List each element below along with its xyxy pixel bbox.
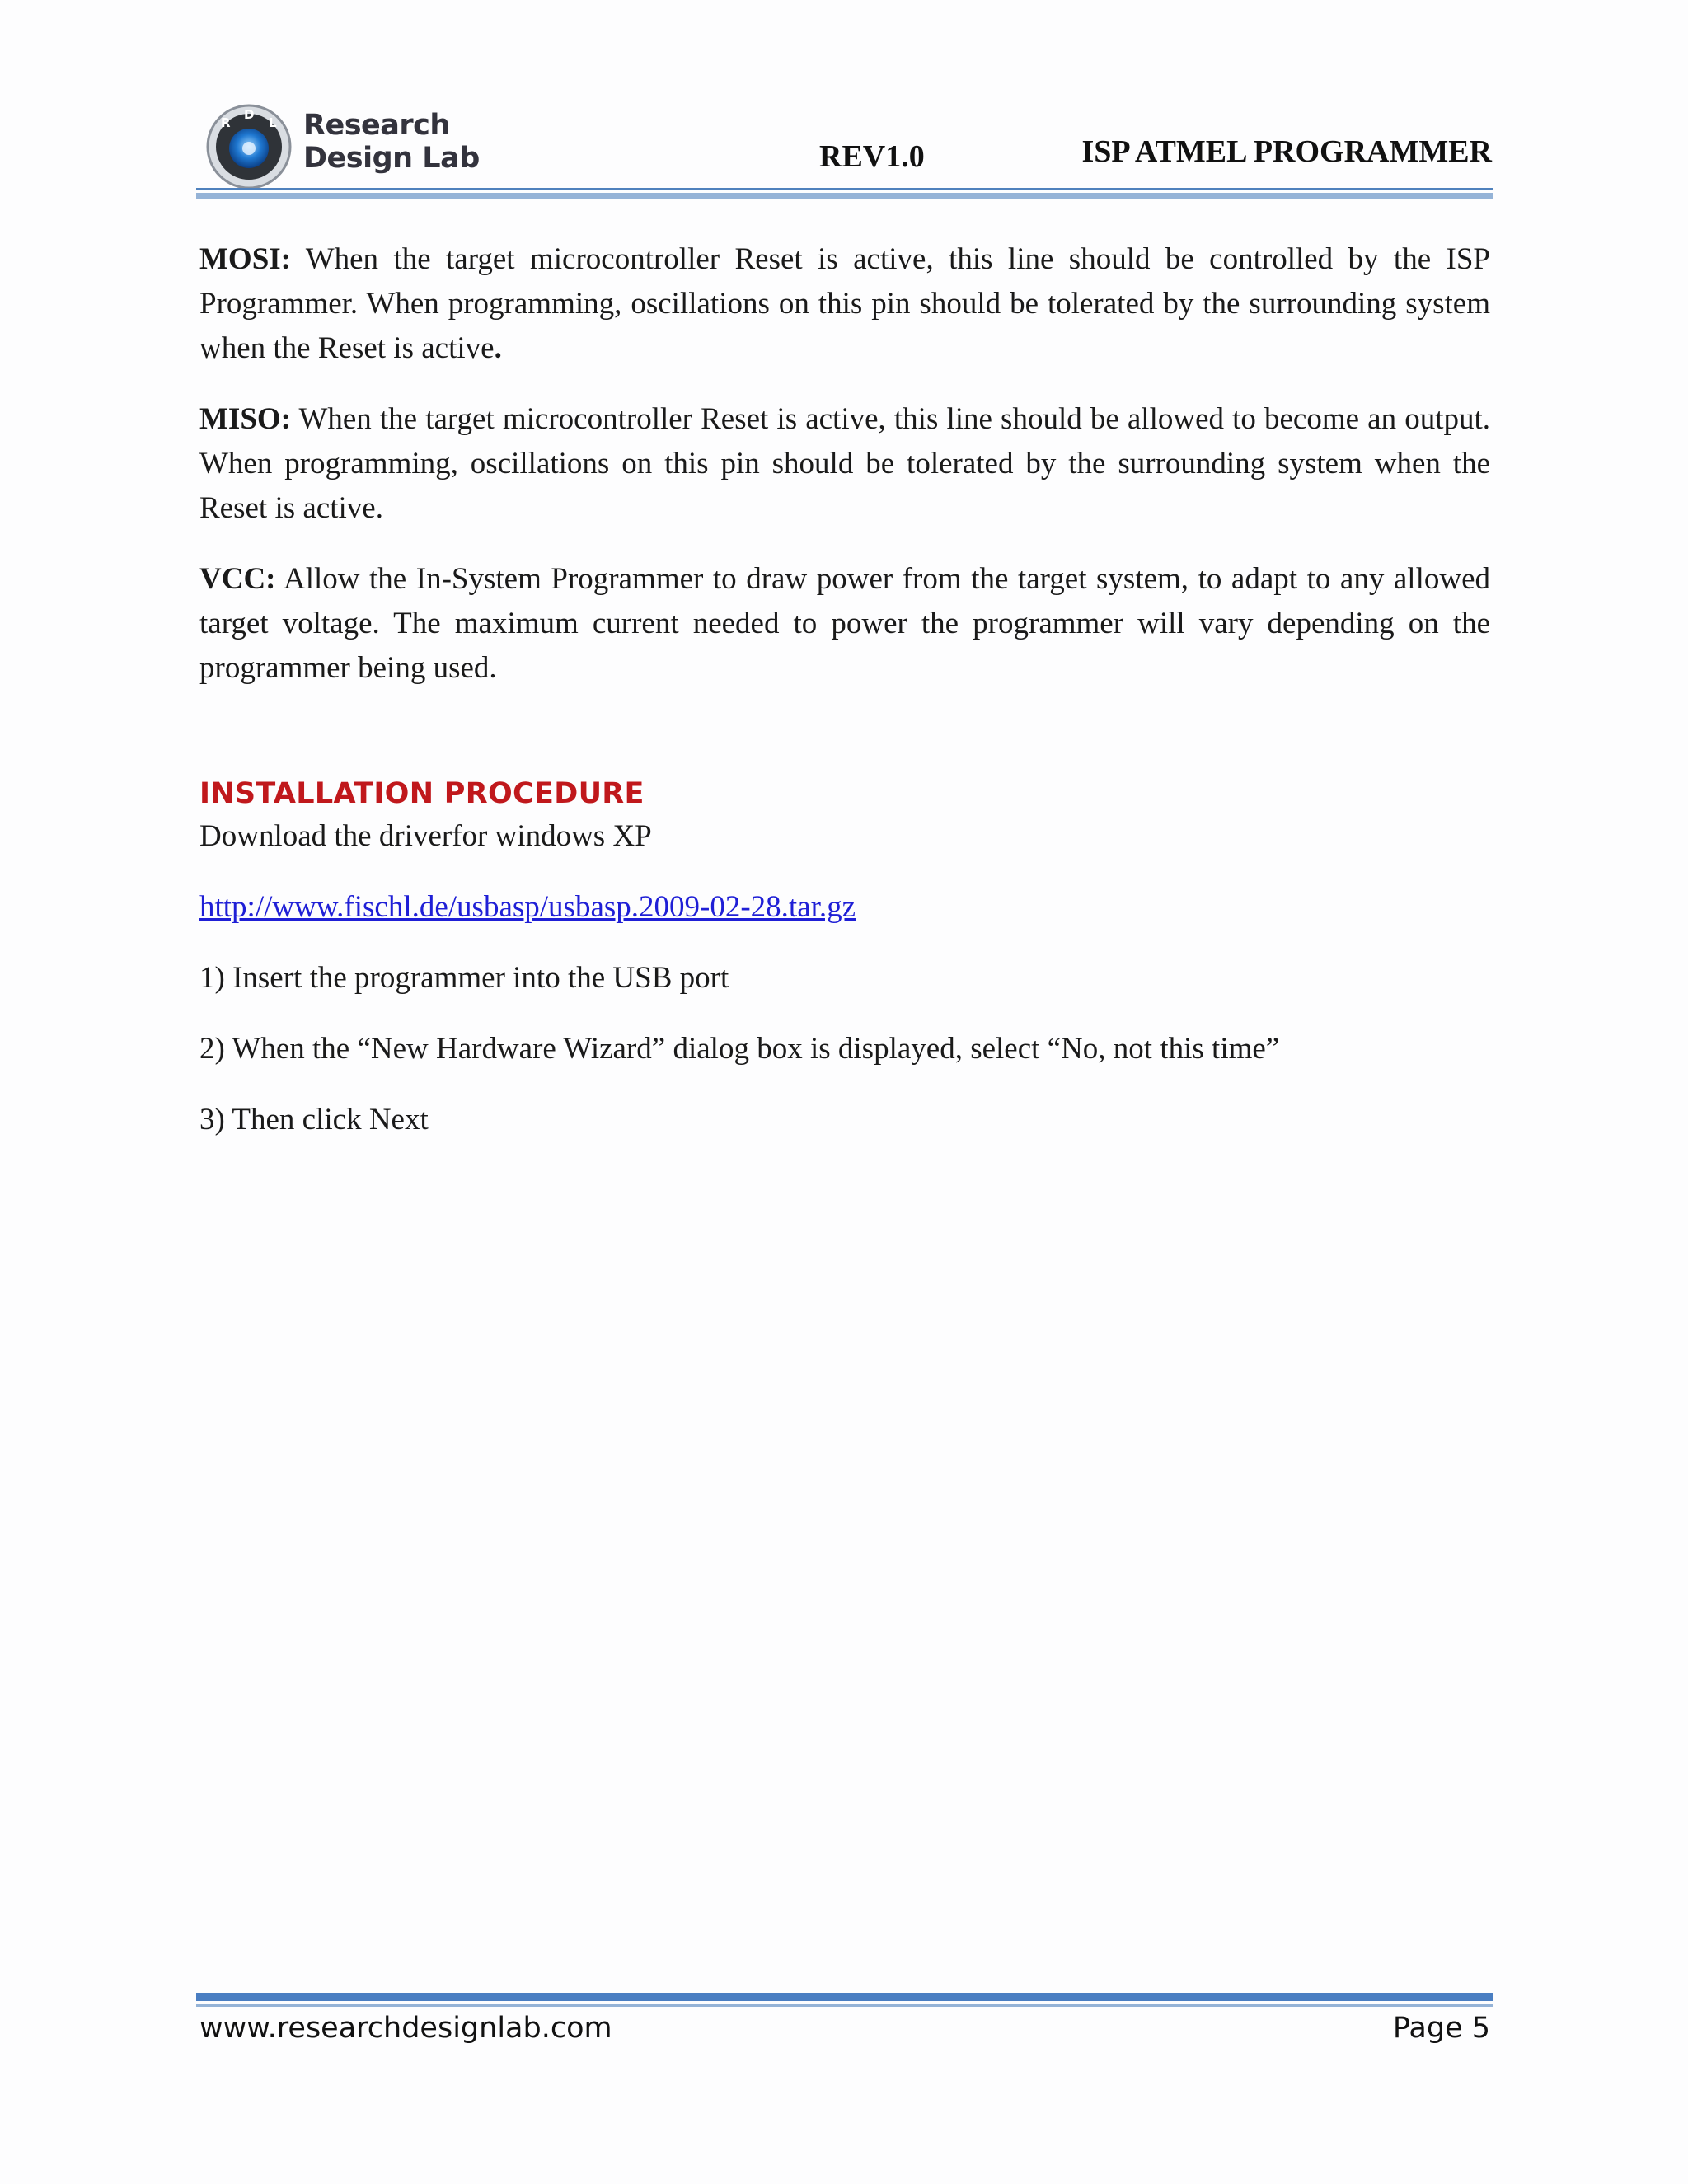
- mosi-paragraph: [199, 237, 1490, 371]
- header-rule-thick: [196, 193, 1493, 199]
- logo-line-2: Design Lab: [303, 142, 480, 175]
- vcc-text: Allow the In-System Programmer to draw power from the target system, to adapt to any allowed target voltage. The maximum current needed to power the programmer will vary depending on the programmer being used.: [199, 562, 1490, 685]
- page-content: [199, 237, 1490, 1169]
- vcc-label: VCC:: [199, 562, 276, 596]
- installation-heading: INSTALLATION PROCEDURE: [199, 777, 645, 810]
- logo-line-1: Research: [303, 109, 450, 142]
- miso-label: MISO:: [199, 402, 291, 436]
- step-1: 1) Insert the programmer into the USB port: [199, 961, 729, 995]
- logo-text: [303, 109, 480, 175]
- mosi-text: When the target microcontroller Reset is active, this line should be controlled by the ISP Programmer. When programming, oscillations on this pin should be tolerated by the surrounding system when the Reset is active: [199, 242, 1490, 365]
- revision-label: REV1.0: [819, 139, 925, 174]
- step-2: 2) When the “New Hardware Wizard” dialog box is displayed, select “No, not this time”: [199, 1032, 1280, 1066]
- installation-intro: Download the driverfor windows XP: [199, 819, 652, 853]
- research-design-lab-logo: [203, 97, 298, 190]
- miso-text: When the target microcontroller Reset is active, this line should be allowed to become an output. When programming, oscillations on this pin should be tolerated by the surrounding system when the Reset is active.: [199, 402, 1490, 525]
- logo-letter-d: D: [244, 107, 255, 122]
- footer-rule-thick: [196, 1993, 1493, 2001]
- driver-download-link[interactable]: http://www.fischl.de/usbasp/usbasp.2009-02-28.tar.gz: [199, 890, 856, 924]
- logo-letter-l: L: [269, 115, 277, 130]
- footer-rule-thin: [196, 2004, 1493, 2007]
- footer-website: www.researchdesignlab.com: [199, 2012, 612, 2045]
- logo-letter-r: R: [221, 115, 231, 130]
- step-3: 3) Then click Next: [199, 1103, 429, 1137]
- vcc-paragraph: [199, 557, 1490, 691]
- document-title: ISP ATMEL PROGRAMMER: [1081, 134, 1492, 169]
- header-rule-thin: [196, 188, 1493, 190]
- mosi-label: MOSI:: [199, 242, 291, 276]
- miso-paragraph: [199, 397, 1490, 531]
- mosi-period: .: [494, 331, 502, 365]
- page-number: Page 5: [1392, 2012, 1490, 2045]
- driver-link-line: [199, 885, 1490, 930]
